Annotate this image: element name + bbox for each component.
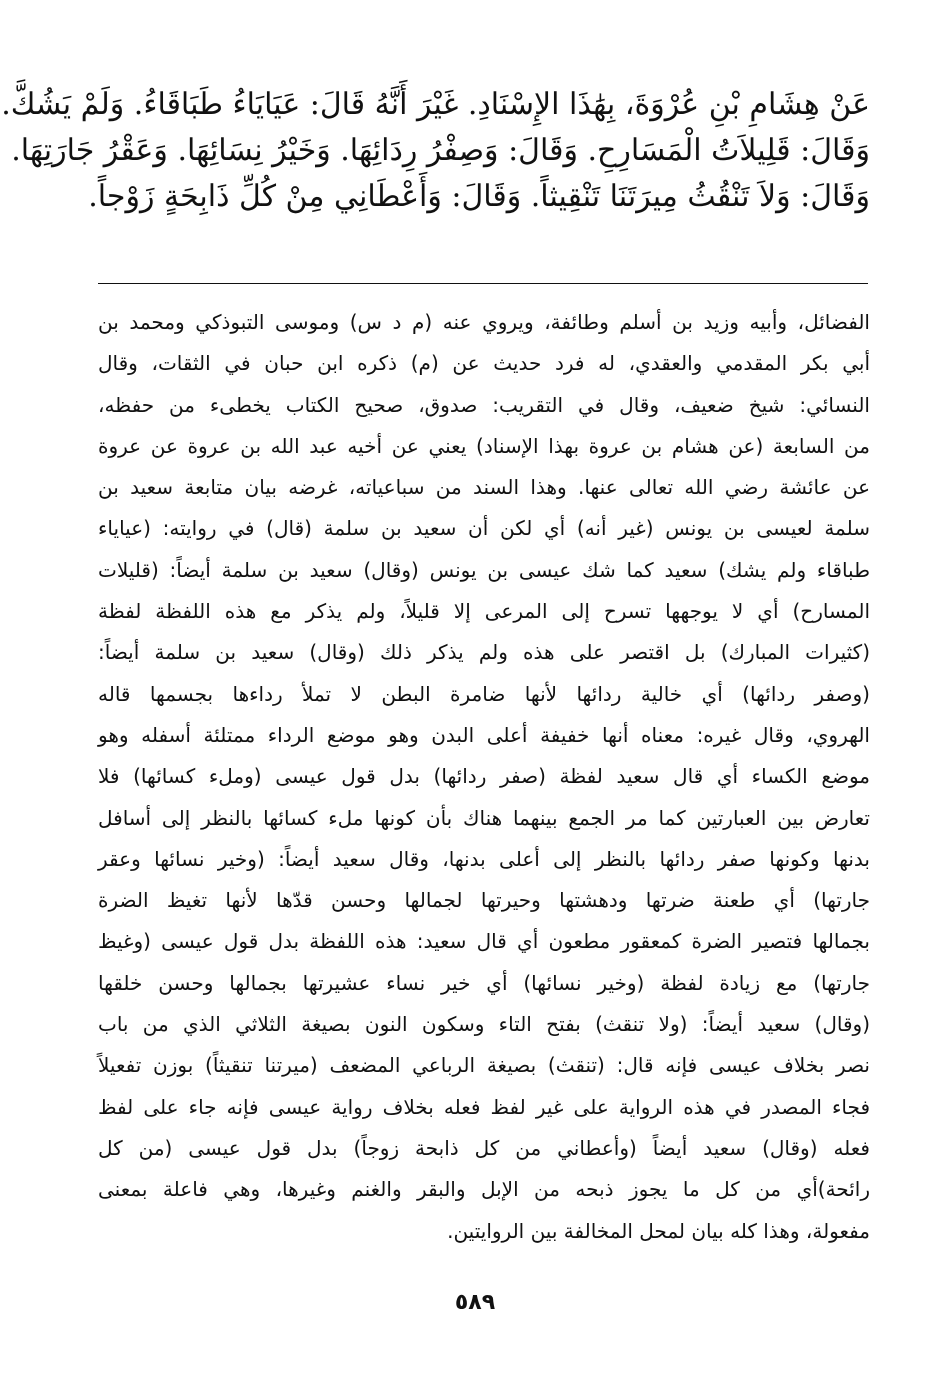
commentary-line: (وصفر ردائها) أي خالية ردائها لأنها ضامرة البطن لا تملأ رداءها بجسمها قاله (98, 681, 870, 706)
commentary-line: سلمة لعيسى بن يونس (غير أنه) أي لكن أن سعيد بن سلمة (قال) في روايته: (عياياء (98, 516, 870, 541)
commentary-line: فجاء المصدر في هذه الرواية على غير لفظ فعله بخلاف رواية عيسى فإنه جاء على لفظ (98, 1094, 870, 1119)
commentary-line: رائحة)أي من كل ما يجوز ذبحه من الإبل والبقر والغنم وغيرها، وهي فاعلة بمعنى (98, 1177, 870, 1202)
commentary-line: تعارض بين العبارتين كما مر الجمع بينهما هناك بأن كونها ملء كسائها بالنظر إلى أسافل (98, 805, 870, 830)
commentary-line: (كثيرات المبارك) بل اقتصر على هذه ولم يذكر ذلك (وقال) سعيد بن سلمة أيضاً: (98, 640, 870, 665)
commentary-line: بدنها وكونها صفر ردائها بالنظر إلى أعلى بدنها، وقال سعيد أيضاً: (وخير نسائها وعقر (98, 846, 870, 871)
commentary-line: المسارح) أي لا يوجهها تسرح إلى المرعى إلا قليلاً، ولم يذكر مع هذه اللفظة لفظة (98, 599, 870, 624)
commentary-line: طباقاء ولم يشك) سعيد كما شك عيسى بن يونس (وقال) سعيد بن سلمة أيضاً: (قليلات (98, 557, 870, 582)
hadith-text-block (1, 82, 870, 220)
page-number: ٥٨٩ (454, 1290, 496, 1315)
commentary-line: الهروي، وقال غيره: معناه أنها خفيفة أعلى البدن وهو موضع الرداء ممتلئة أسفله وهو (98, 722, 870, 747)
hadith-line: وَقَالَ: قَلِيلاَتُ الْمَسَارِحِ. وَقَالَ: وَصِفْرُ رِدَائِهَا. وَخَيْرُ نِسَائِهَا. وَعَقْرُ جَارَتِهَا. (11, 133, 870, 168)
commentary-line: نصر بخلاف عيسى فإنه قال: (تنقث) بصيغة الرباعي المضعف (ميرتنا تنقيثاً) بوزن تفعيلاً (98, 1053, 870, 1078)
hadith-line: عَنْ هِشَامِ بْنِ عُرْوَةَ، بِهَٰذَا الإِسْنَادِ. غَيْرَ أَنَّهُ قَالَ: عَيَايَاءُ طَبَاقَاءُ. وَلَمْ يَشُكَّ. (1, 87, 870, 122)
commentary-line: الفضائل، وأبيه وزيد بن أسلم وطائفة، ويروي عنه (م د س) وموسى التبوذكي ومحمد بن (98, 310, 870, 334)
commentary-line: النسائي: شيخ ضعيف، وقال في التقريب: صدوق، صحيح الكتاب يخطىء من حفظه، (98, 392, 870, 417)
footnote-divider (98, 283, 868, 284)
commentary-line: مفعولة، وهذا كله بيان لمحل المخالفة بين الروايتين. (447, 1218, 870, 1243)
commentary-line: عن عائشة رضي الله تعالى عنها. وهذا السند من سباعياته، غرضه بيان متابعة سعيد بن (98, 475, 870, 500)
commentary-line: جارتها) مع زيادة لفظة (وخير نسائها) أي خير نساء عشيرتها بجمالها وحسن خلقها (98, 970, 870, 995)
commentary-block (98, 302, 870, 1252)
commentary-line: أبي بكر المقدمي والعقدي، له فرد حديث عن (م) ذكره ابن حبان في الثقات، وقال (98, 351, 870, 376)
commentary-line: بجمالها فتصير الضرة كمعقور مطعون أي قال سعيد: هذه اللفظة بدل قول عيسى (وغيظ (98, 929, 870, 954)
commentary-line: جارتها) أي طعنة ضرتها ودهشتها وحيرتها لجمالها وحسن قدّها لأنها تغيظ الضرة (98, 888, 870, 913)
commentary-line: فعله (وقال) سعيد أيضاً (وأعطاني من كل ذابحة زوجاً) بدل قول عيسى (من كل (98, 1135, 870, 1160)
commentary-line: (وقال) سعيد أيضاً: (ولا تنقث) بفتح التاء وسكون النون بصيغة الثلاثي الذي من باب (98, 1012, 870, 1037)
commentary-line: موضع الكساء أي قال سعيد لفظة (صفر ردائها) بدل قول عيسى (وملء كسائها) فلا (98, 764, 870, 789)
commentary-line: من السابعة (عن هشام بن عروة بهذا الإسناد) يعني عن أخيه عبد الله بن عروة عن عروة (98, 433, 870, 458)
hadith-line: وَقَالَ: وَلاَ تَنْقُثُ مِيرَتَنَا تَنْقِيثاً. وَقَالَ: وَأَعْطَانِي مِنْ كُلِّ ذَابِحَةٍ زَوْجاً. (88, 179, 870, 214)
